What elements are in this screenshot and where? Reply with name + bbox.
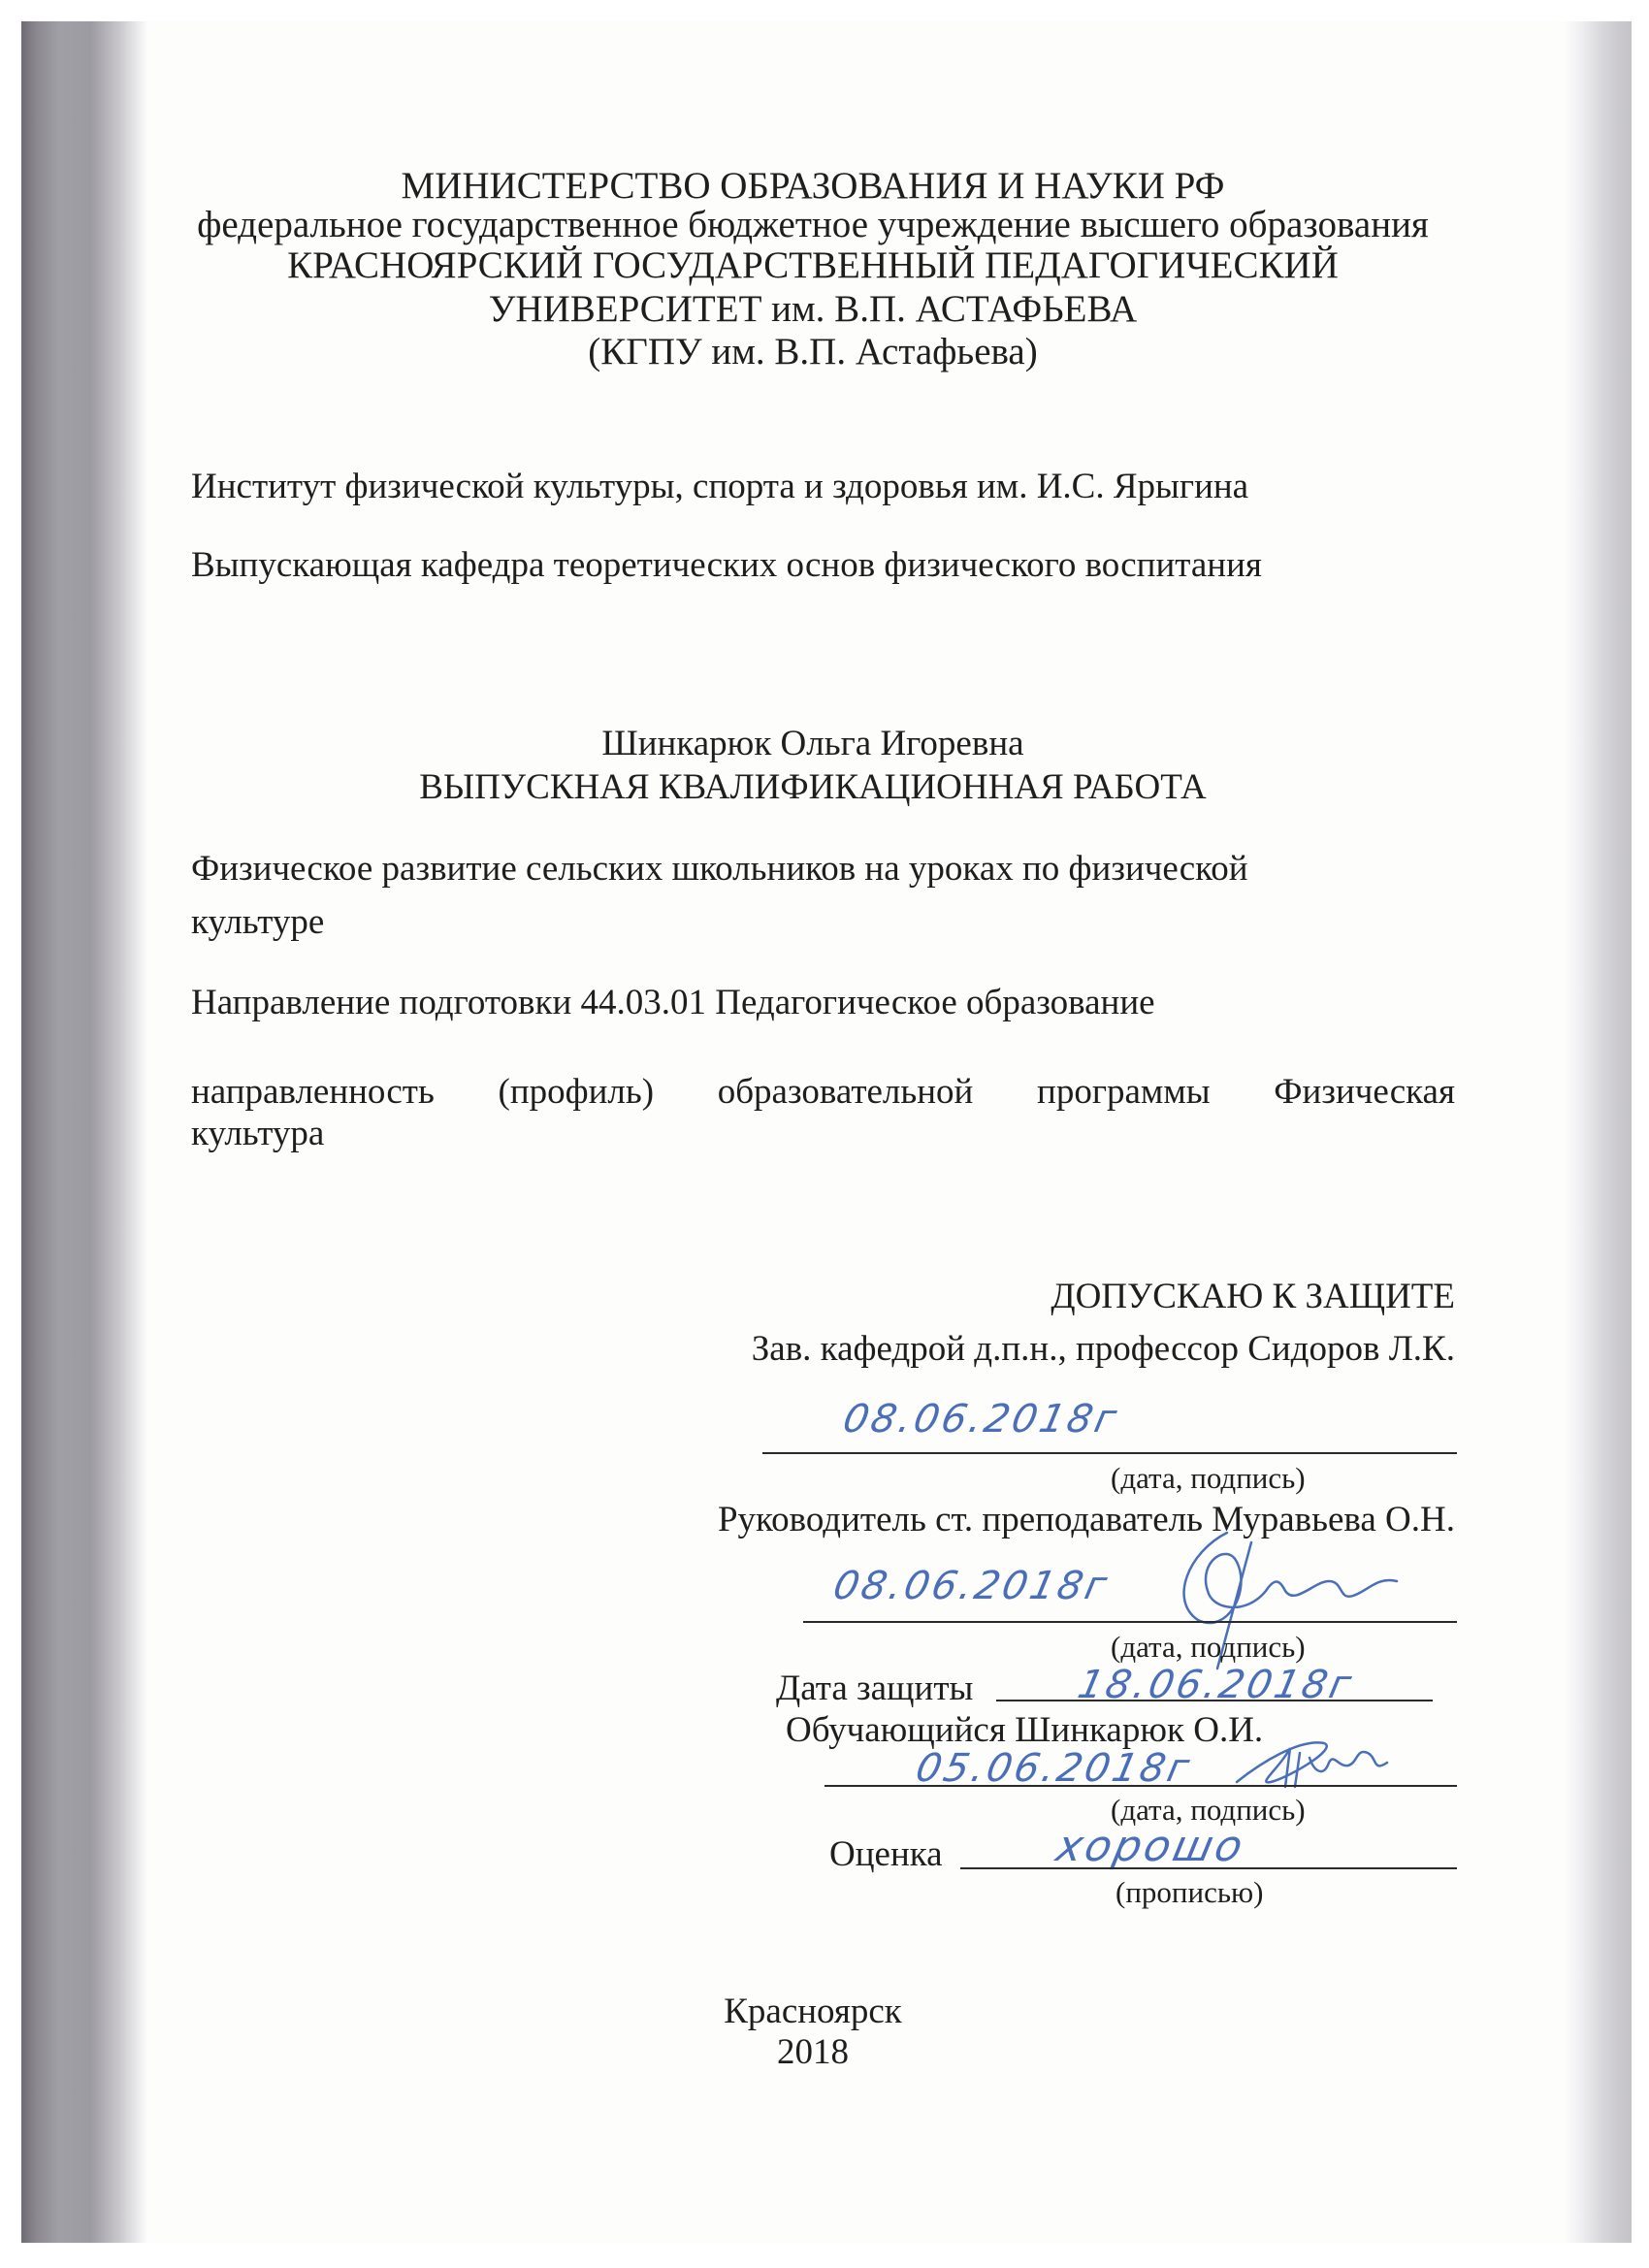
university-name-line2: УНИВЕРСИТЕТ им. В.П. АСТАФЬЕВА: [488, 288, 1138, 330]
department-head: Зав. кафедрой д.п.н., профессор Сидоров Л.К.: [751, 1329, 1455, 1369]
work-type-title: ВЫПУСКНАЯ КВАЛИФИКАЦИОННАЯ РАБОТА: [419, 767, 1207, 807]
supervisor: Руководитель ст. преподаватель Муравьева О.Н.: [717, 1500, 1455, 1539]
approval-title: ДОПУСКАЮ К ЗАЩИТЕ: [1051, 1277, 1455, 1316]
grade-label: Оценка: [829, 1834, 943, 1874]
profile-line1: [191, 1074, 1455, 1110]
caption-date-signature: (дата, подпись): [1111, 1461, 1306, 1495]
topic-line2: культуре: [191, 902, 325, 942]
city: Красноярск: [724, 1992, 902, 2031]
department-name: Выпускающая кафедра теоретических основ физического воспитания: [191, 545, 1262, 585]
student: Обучающийся Шинкарюк О.И.: [786, 1710, 1264, 1750]
handwritten-date-head: 08.06.2018г: [839, 1397, 1123, 1442]
signature-line-head: [762, 1452, 1457, 1454]
handwritten-defense-date: 18.06.2018г: [1074, 1663, 1358, 1707]
caption-date-signature: (дата, подпись): [1111, 1630, 1306, 1664]
signature-line-supervisor: [803, 1621, 1457, 1623]
university-abbreviation: (КГПУ им. В.П. Астафьева): [588, 331, 1038, 373]
author-name: Шинкарюк Ольга Игоревна: [601, 724, 1024, 763]
institution-type: федеральное государственное бюджетное учреждение высшего образования: [197, 204, 1429, 245]
ministry-title: МИНИСТЕРСТВО ОБРАЗОВАНИЯ И НАУКИ РФ: [401, 165, 1225, 207]
profile-line2: культура: [191, 1114, 325, 1153]
handwritten-date-supervisor: 08.06.2018г: [829, 1564, 1114, 1608]
caption-date-signature: (дата, подпись): [1111, 1793, 1306, 1827]
profile-word: направленность: [191, 1072, 435, 1112]
profile-word: Физическая: [1274, 1072, 1455, 1112]
grade-line: [960, 1867, 1457, 1869]
handwritten-date-student: 05.06.2018г: [912, 1746, 1196, 1791]
training-direction: Направление подготовки 44.03.01 Педагогическое образование: [191, 983, 1155, 1022]
defense-date-line: [996, 1700, 1433, 1701]
topic-line1: Физическое развитие сельских школьников на уроках по физической: [191, 849, 1248, 889]
defense-date-label: Дата защиты: [776, 1669, 974, 1708]
institute-name: Институт физической культуры, спорта и здоровья им. И.С. Ярыгина: [191, 467, 1249, 506]
grade-caption: (прописью): [1116, 1875, 1264, 1909]
profile-word: программы: [1037, 1072, 1211, 1112]
year: 2018: [777, 2032, 849, 2072]
handwritten-grade: хорошо: [1051, 1822, 1250, 1871]
signature-line-student: [824, 1785, 1457, 1787]
profile-word: (профиль): [498, 1072, 655, 1112]
profile-word: образовательной: [717, 1072, 974, 1112]
university-name-line1: КРАСНОЯРСКИЙ ГОСУДАРСТВЕННЫЙ ПЕДАГОГИЧЕСКИЙ: [287, 244, 1339, 286]
